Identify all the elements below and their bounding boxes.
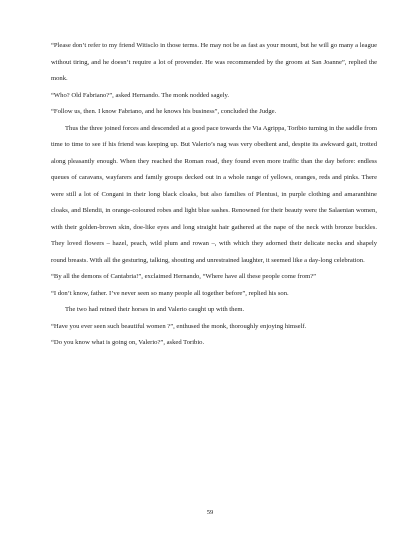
- paragraph: “By all the demons of Cantabria!”, exclaimed Hernando, “Where have all these people come from?”: [51, 273, 317, 280]
- paragraph: Thus the three joined forces and descended at a good pace towards the Via Agrippa, Toribio turning in the saddle from time to time to see if his friend was keeping up. But Valerio’s nag was very obedient and, despite its awkward gait, trotted along pleasantly enough. When they reached the Roman road, they found even more traffic than the day before: endless queues of caravans, wayfarers and family groups decked out in a whole range of yellows, oranges, reds and pinks. There were still a lot of Congani in their long black cloaks, but also families of Plentusi, in purple clothing and amaranthine cloaks, and Blendii, in orange-coloured robes and light blue sashes. Renowned for their beauty were the Salaenian women, with their golden-brown skin, doe-like eyes and long straight hair gathered at the nape of the neck with bronze buckles. They loved flowers – hazel, peach, wild plum and rowan –, with which they adorned their delicate necks and shapely round breasts. With all the gesturing, talking, shouting and unrestrained laughter, it seemed like a day-long celebration.: [51, 124, 377, 264]
- paragraph: The two had reined their horses in and Valerio caught up with them.: [65, 306, 245, 313]
- paragraph: “I don’t know, father. I’ve never seen so many people all together before”, replied his son.: [51, 289, 289, 297]
- paragraph: “Do you know what is going on, Valerio?”, asked Toribio.: [51, 339, 205, 346]
- paragraph: “Follow us, then. I know Fabriano, and he knows his business”, concluded the Judge.: [51, 108, 277, 115]
- page-number: 59: [206, 509, 214, 516]
- paragraph: “Please don’t refer to my friend Witisclo in those terms. He may not be as fast as your mount, but he will go many a league without tiring, and he doesn’t require a lot of provender. He was recommended by the groom at San Joanne”, replied the monk.: [51, 42, 377, 82]
- paragraph: “Who? Old Fabriano?”, asked Hernando. The monk nodded sagely.: [51, 91, 229, 99]
- body-text: [51, 38, 377, 352]
- paragraph: “Have you ever seen such beautiful women ?”, enthused the monk, thoroughly enjoying himself.: [51, 322, 307, 330]
